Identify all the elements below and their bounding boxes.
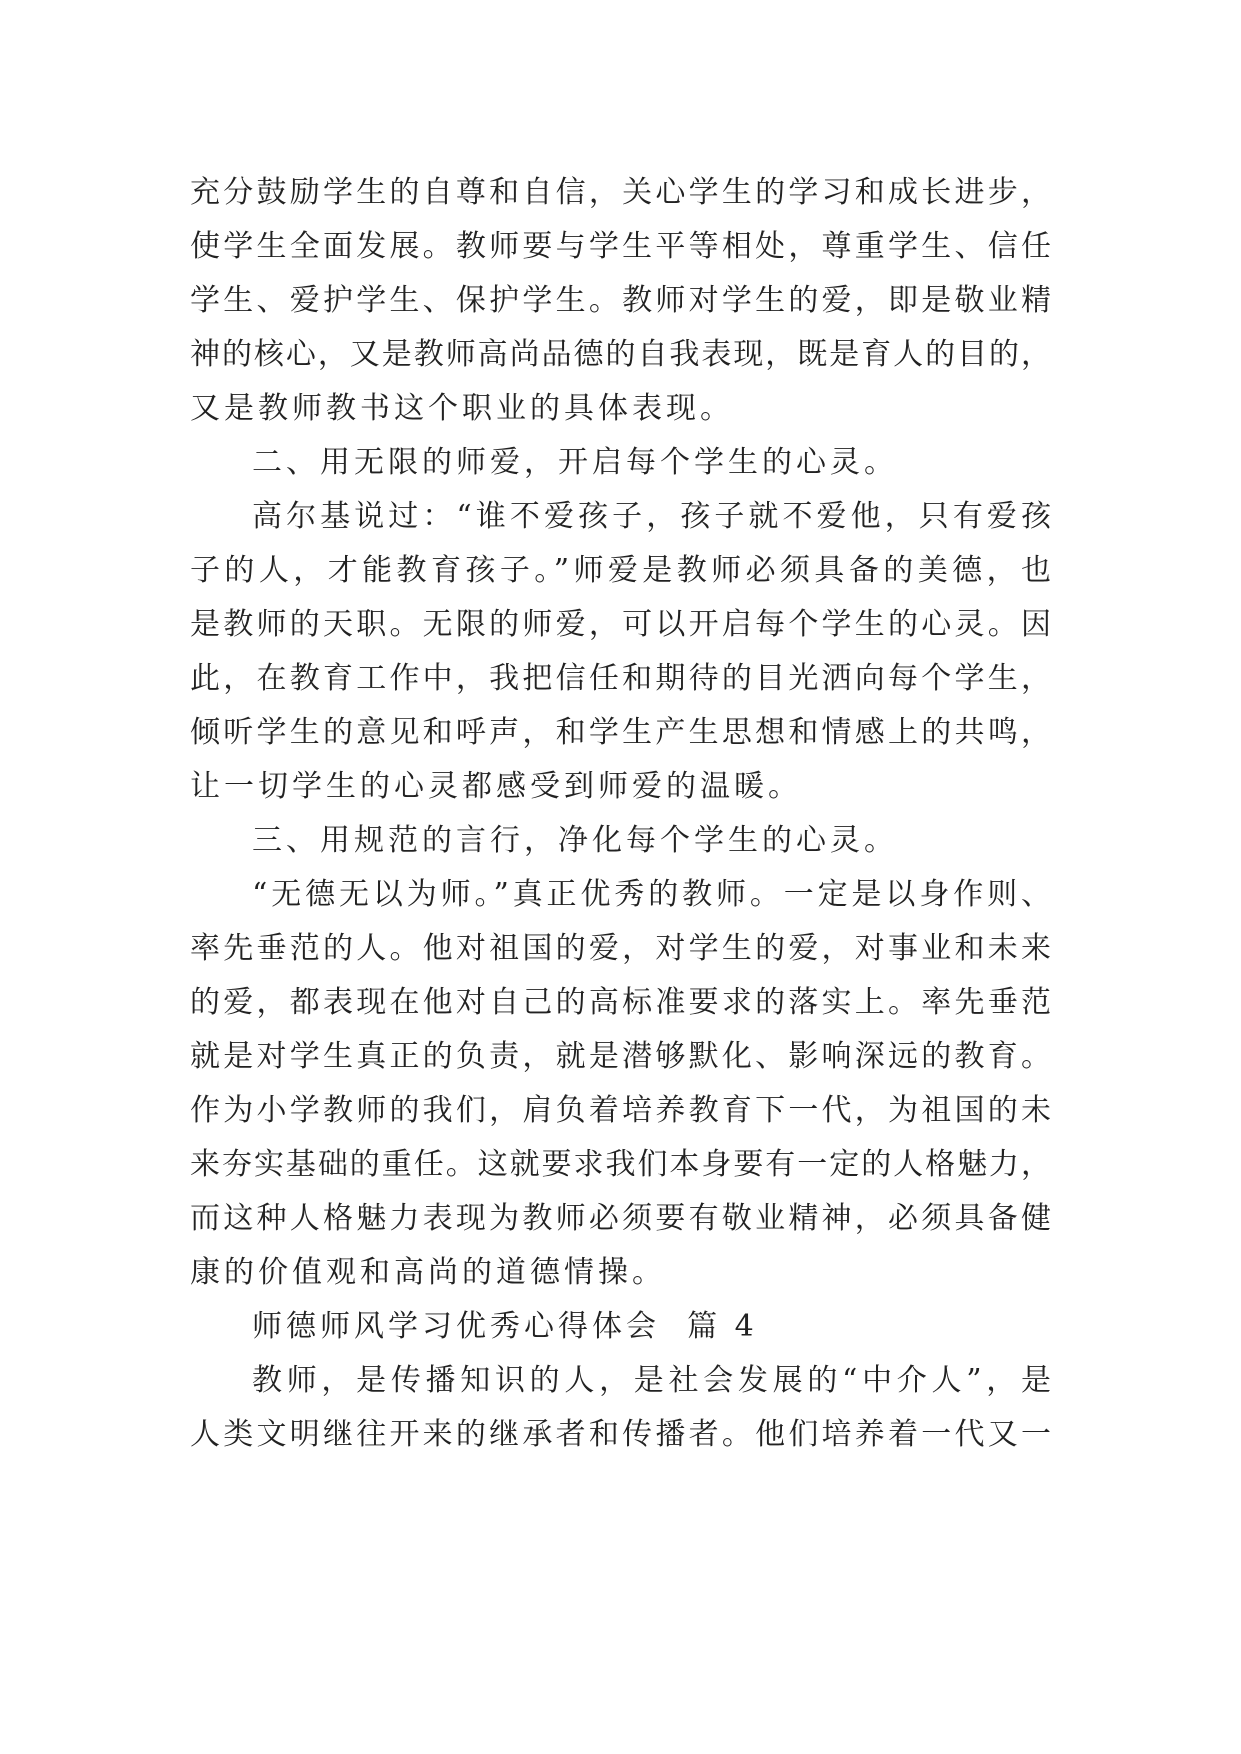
body-text-line: 康的价值观和高尚的道德情操。 xyxy=(190,1255,666,1290)
article-title: 师德师风学习优秀心得体会 篇 4 xyxy=(252,1309,758,1344)
body-text-line: 就是对学生真正的负责，就是潜够默化、影响深远的教育。 xyxy=(190,1039,1051,1074)
section-heading: 三、用规范的言行，净化每个学生的心灵。 xyxy=(252,823,898,858)
body-text-line: 倾听学生的意见和呼声，和学生产生思想和情感上的共鸣， xyxy=(190,715,1051,750)
body-text-line: 子的人，才能教育孩子。”师爱是教师必须具备的美德，也 xyxy=(190,553,1051,588)
body-text-line: 教师，是传播知识的人，是社会发展的“中介人”，是 xyxy=(252,1363,1051,1398)
body-text-line: 又是教师教书这个职业的具体表现。 xyxy=(190,391,734,426)
body-text-line: 来夯实基础的重任。这就要求我们本身要有一定的人格魅力， xyxy=(190,1147,1051,1182)
body-text-line: 作为小学教师的我们，肩负着培养教育下一代，为祖国的未 xyxy=(190,1093,1051,1128)
body-text-line: 此，在教育工作中，我把信任和期待的目光洒向每个学生， xyxy=(190,661,1051,696)
body-text-line: 神的核心，又是教师高尚品德的自我表现，既是育人的目的， xyxy=(190,337,1051,372)
section-heading: 二、用无限的师爱，开启每个学生的心灵。 xyxy=(252,445,898,480)
body-text-line: 的爱，都表现在他对自己的高标准要求的落实上。率先垂范 xyxy=(190,985,1051,1020)
body-text-line: “无德无以为师。”真正优秀的教师。一定是以身作则、 xyxy=(252,877,1051,912)
body-text-line: 使学生全面发展。教师要与学生平等相处，尊重学生、信任 xyxy=(190,229,1051,264)
body-text-line: 而这种人格魅力表现为教师必须要有敬业精神，必须具备健 xyxy=(190,1201,1051,1236)
body-text-line: 是教师的天职。无限的师爱，可以开启每个学生的心灵。因 xyxy=(190,607,1051,642)
body-text-line: 高尔基说过：“谁不爱孩子，孩子就不爱他，只有爱孩 xyxy=(252,499,1051,534)
body-text-line: 率先垂范的人。他对祖国的爱，对学生的爱，对事业和未来 xyxy=(190,931,1051,966)
body-text-line: 人类文明继往开来的继承者和传播者。他们培养着一代又一 xyxy=(190,1417,1051,1452)
body-text-line: 学生、爱护学生、保护学生。教师对学生的爱，即是敬业精 xyxy=(190,283,1051,318)
body-text-line: 让一切学生的心灵都感受到师爱的温暖。 xyxy=(190,769,802,804)
body-text-line: 充分鼓励学生的自尊和自信，关心学生的学习和成长进步， xyxy=(190,175,1051,210)
